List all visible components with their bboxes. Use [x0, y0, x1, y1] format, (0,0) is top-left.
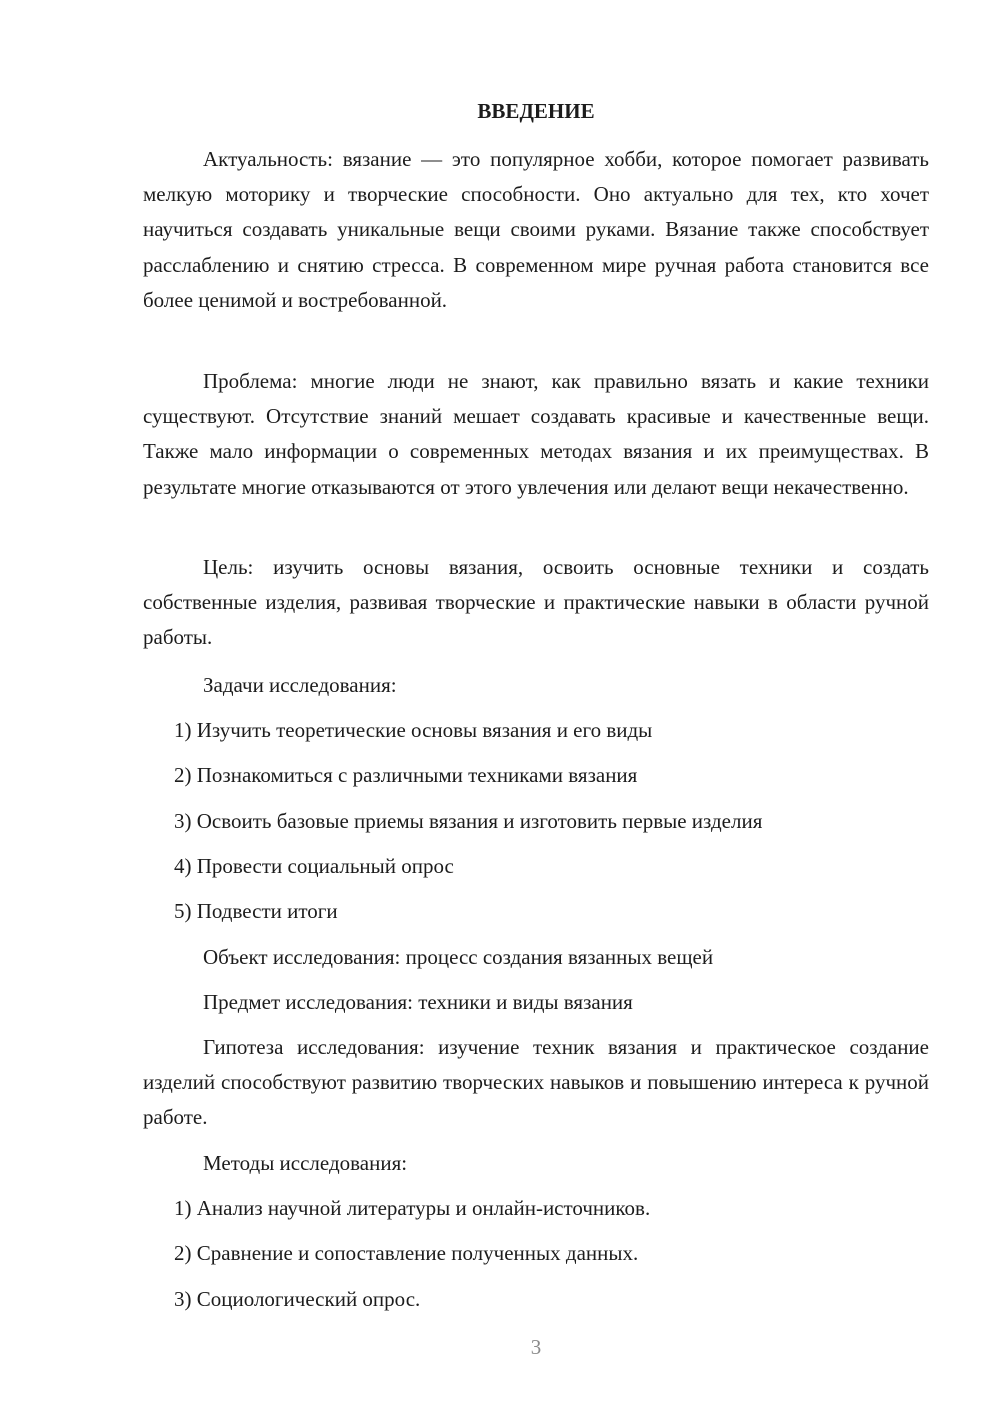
method-item: 3) Социологический опрос.: [174, 1287, 421, 1311]
goal-paragraph: Цель: изучить основы вязания, освоить основные техники и создать собственные изделия, развивая творческие и практические навыки в области ручной работы.: [143, 555, 929, 650]
research-object: Объект исследования: процесс создания вязанных вещей: [203, 945, 714, 969]
relevance-paragraph: Актуальность: вязание — это популярное хобби, которое помогает развивать мелкую моторику и творческие способности. Оно актуально для тех, кто хочет научиться создавать уникальные вещи своими руками. Вязание также способствует расслаблению и снятию стресса. В современном мире ручная работа становится все более ценимой и востребованной.: [143, 147, 929, 312]
section-title: ВВЕДЕНИЕ: [477, 99, 595, 123]
page-number: 3: [530, 1335, 542, 1359]
task-item: 1) Изучить теоретические основы вязания и его виды: [174, 718, 653, 742]
tasks-heading: Задачи исследования:: [203, 673, 397, 697]
task-item: 5) Подвести итоги: [174, 899, 338, 923]
task-item: 2) Познакомиться с различными техниками вязания: [174, 763, 638, 787]
problem-paragraph: Проблема: многие люди не знают, как правильно вязать и какие техники существуют. Отсутствие знаний мешает создавать красивые и качественные вещи. Также мало информации о современных методах вязания и их преимуществах. В результате многие отказываются от этого увлечения или делают вещи некачественно.: [143, 369, 929, 499]
task-item: 4) Провести социальный опрос: [174, 854, 454, 878]
method-item: 1) Анализ научной литературы и онлайн-источников.: [174, 1196, 651, 1220]
methods-heading: Методы исследования:: [203, 1151, 408, 1175]
method-item: 2) Сравнение и сопоставление полученных данных.: [174, 1241, 639, 1265]
hypothesis-paragraph: Гипотеза исследования: изучение техник вязания и практическое создание изделий способствуют развитию творческих навыков и повышению интереса к ручной работе.: [143, 1035, 929, 1130]
task-item: 3) Освоить базовые приемы вязания и изготовить первые изделия: [174, 809, 763, 833]
research-subject: Предмет исследования: техники и виды вязания: [203, 990, 633, 1014]
